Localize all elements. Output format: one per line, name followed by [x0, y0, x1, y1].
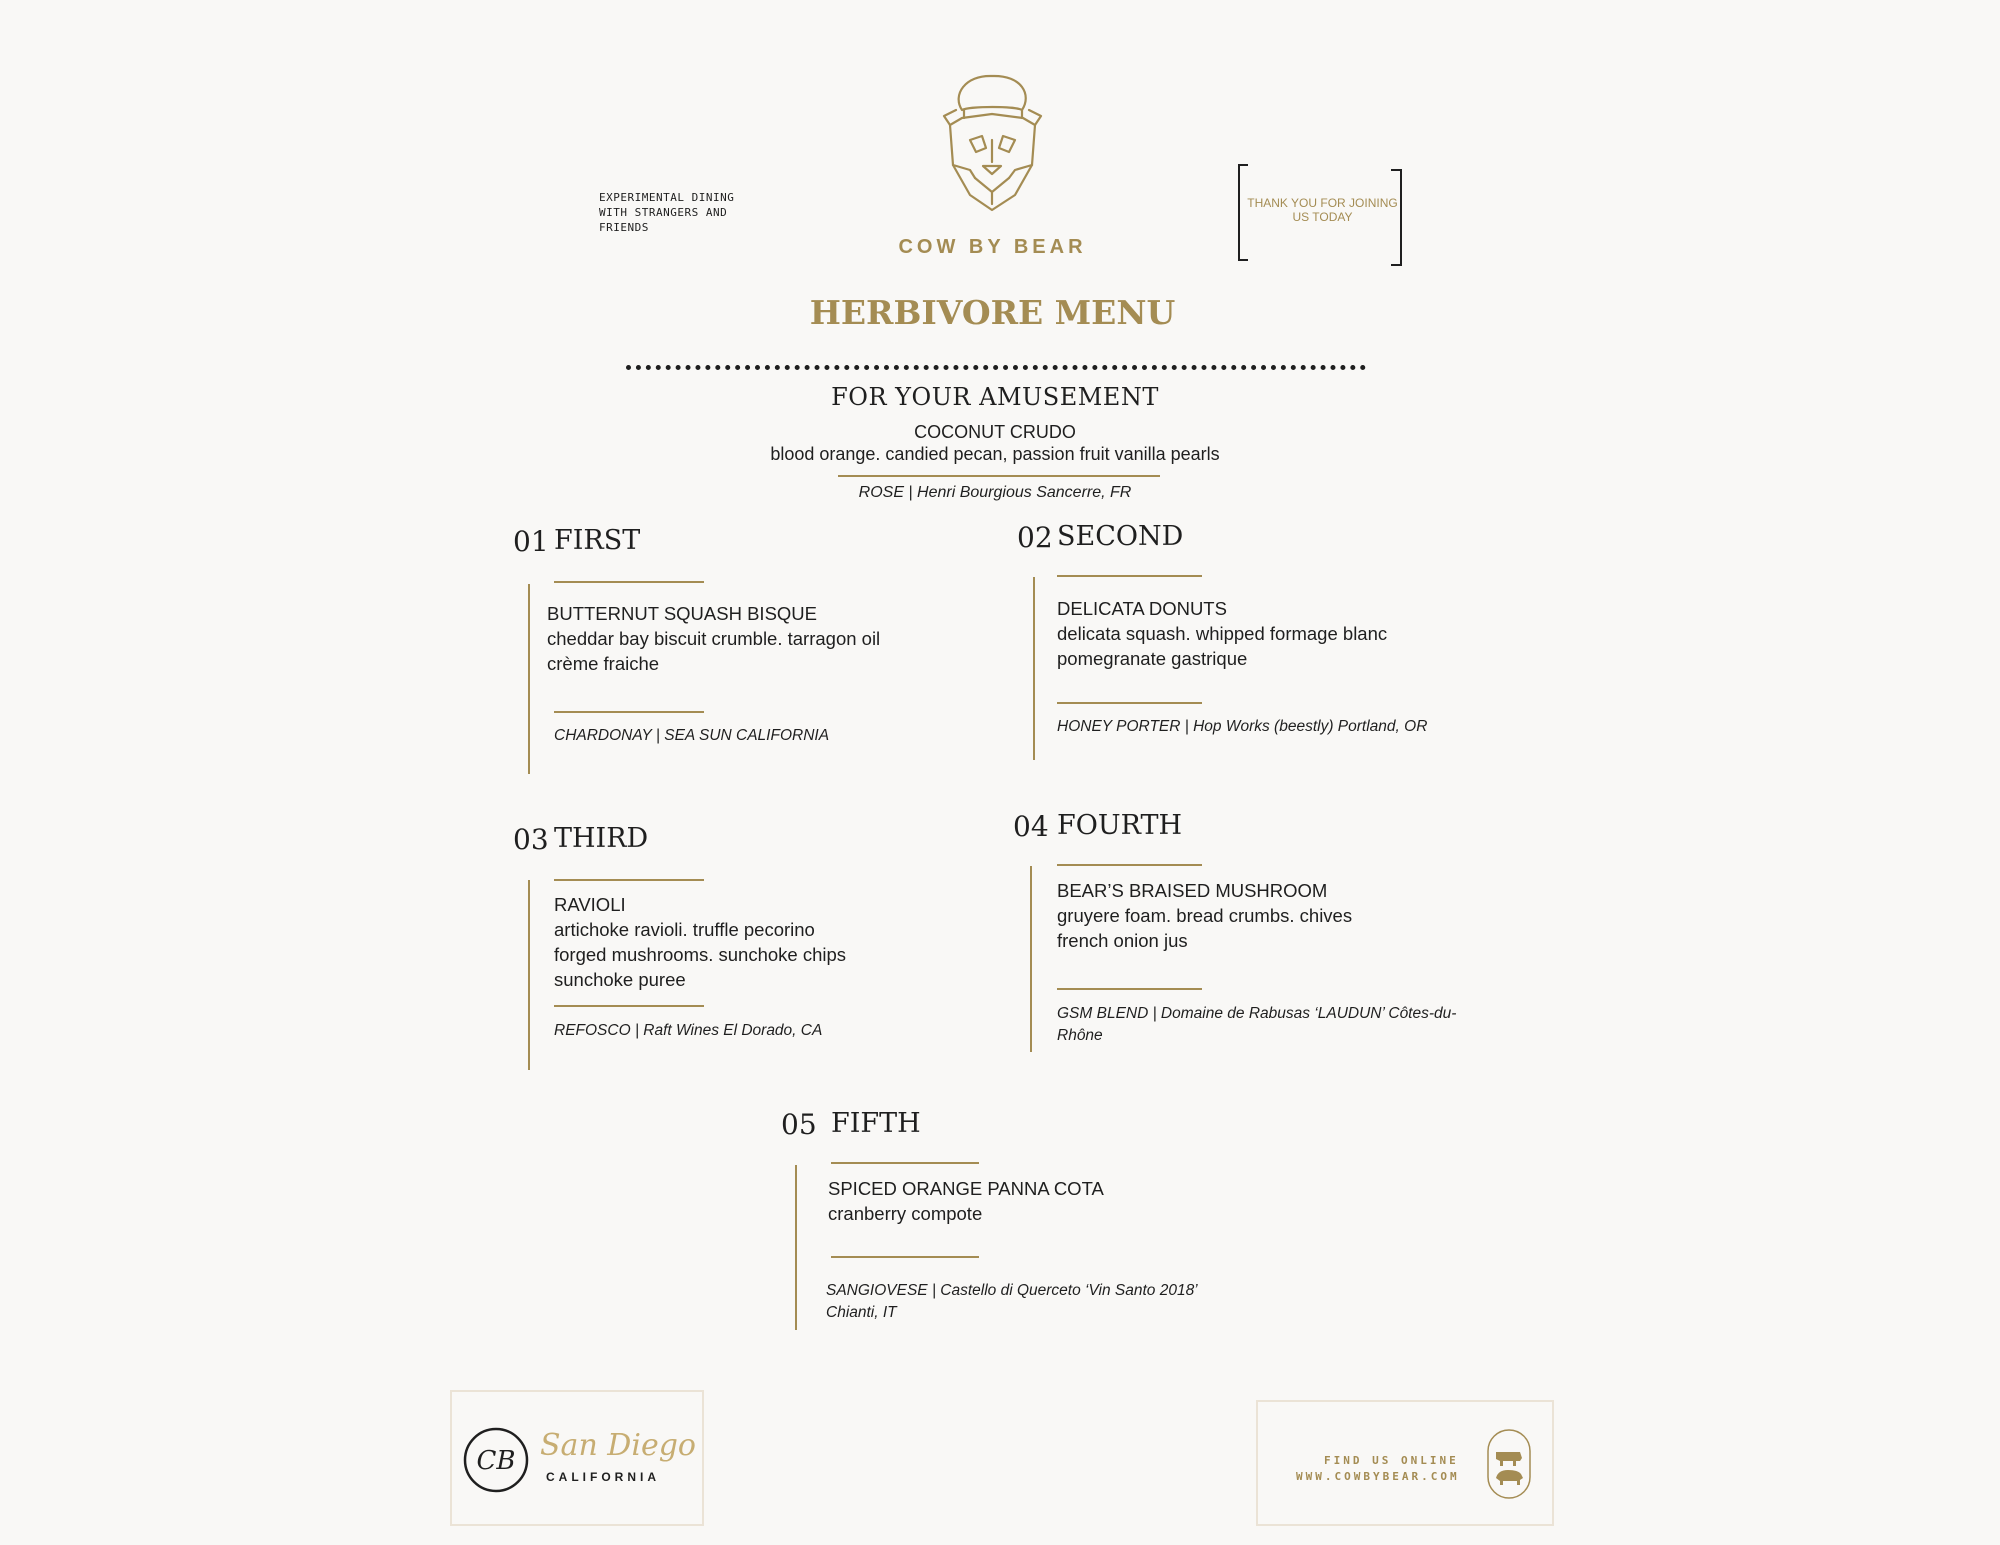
course-divider	[554, 879, 704, 881]
course-number: 02	[1017, 521, 1053, 554]
course-dish: BUTTERNUT SQUASH BISQUE	[547, 603, 818, 624]
cow-icon	[1496, 1452, 1522, 1466]
course-divider	[554, 581, 704, 583]
course-dish: SPICED ORANGE PANNA COTA	[828, 1178, 1104, 1199]
location-card	[450, 1390, 704, 1526]
amusement-heading: FOR YOUR AMUSEMENT	[831, 383, 1159, 411]
course-wine-pairing: CHARDONAY | SEA SUN CALIFORNIA	[554, 727, 830, 744]
course-description: cheddar bay biscuit crumble. tarragon oil crème fraiche	[547, 628, 881, 674]
brand-name: COW BY BEAR	[898, 236, 1087, 258]
course-divider	[1057, 702, 1202, 704]
course-number: 03	[513, 823, 549, 856]
course-number: 04	[1013, 810, 1049, 843]
course-divider	[831, 1162, 979, 1164]
amusement-divider	[838, 475, 1160, 477]
course-divider	[1057, 864, 1202, 866]
course-description: artichoke ravioli. truffle pecorino forged mushrooms. sunchoke chips sunchoke puree	[554, 919, 847, 990]
course-dish: DELICATA DONUTS	[1057, 598, 1227, 619]
course-description: cranberry compote	[828, 1203, 983, 1224]
course-side-rule	[795, 1165, 797, 1330]
course-wine-pairing: REFOSCO | Raft Wines El Dorado, CA	[554, 1022, 823, 1039]
state-name: CALIFORNIA	[546, 1470, 660, 1484]
course-divider	[831, 1256, 979, 1258]
bear-chef-logo-icon	[940, 70, 1045, 220]
thank-you-note: THANK YOU FOR JOINING US TODAY	[1247, 196, 1398, 224]
amusement-dish: COCONUT CRUDO	[914, 422, 1076, 442]
tagline: EXPERIMENTAL DINING WITH STRANGERS AND FRIENDS	[599, 191, 735, 234]
course-dish: RAVIOLI	[554, 894, 626, 915]
course-divider	[554, 711, 704, 713]
course-wine-pairing: SANGIOVESE | Castello di Querceto ‘Vin Santo 2018’ Chianti, IT	[826, 1282, 1197, 1321]
course-number: 05	[781, 1108, 817, 1141]
menu-title: HERBIVORE MENU	[809, 293, 1176, 332]
cow-bear-badge-icon	[1486, 1428, 1532, 1500]
bear-icon	[1496, 1470, 1523, 1485]
course-divider	[1057, 988, 1202, 990]
course-side-rule	[528, 584, 530, 774]
city-name: San Diego	[540, 1428, 696, 1463]
course-divider	[1057, 575, 1202, 577]
course-wine-pairing: HONEY PORTER | Hop Works (beestly) Portland, OR	[1057, 718, 1428, 735]
monogram-letters: CB	[476, 1446, 516, 1476]
website-url: WWW.COWBYBEAR.COM	[1296, 1470, 1460, 1483]
course-title: FIFTH	[831, 1108, 921, 1139]
dotted-divider	[626, 365, 1366, 370]
course-side-rule	[1033, 577, 1035, 760]
course-title: FOURTH	[1057, 810, 1183, 841]
course-title: SECOND	[1057, 521, 1184, 552]
course-title: FIRST	[554, 525, 641, 556]
course-side-rule	[528, 880, 530, 1070]
cb-monogram-icon	[462, 1426, 530, 1494]
course-title: THIRD	[554, 823, 649, 854]
course-number: 01	[513, 525, 549, 558]
course-description: delicata squash. whipped formage blanc pomegranate gastrique	[1057, 623, 1388, 669]
website-card	[1256, 1400, 1554, 1526]
course-dish: BEAR’S BRAISED MUSHROOM	[1057, 880, 1328, 901]
amusement-description: blood orange. candied pecan, passion fruit vanilla pearls	[770, 444, 1220, 464]
course-side-rule	[1030, 866, 1032, 1052]
amusement-wine-pairing: ROSE | Henri Bourgious Sancerre, FR	[858, 484, 1132, 501]
course-wine-pairing: GSM BLEND | Domaine de Rabusas ‘LAUDUN’ Côtes-du-Rhône	[1057, 1005, 1457, 1044]
course-description: gruyere foam. bread crumbs. chives french onion jus	[1057, 905, 1353, 951]
course-divider	[554, 1005, 704, 1007]
find-us-label: FIND US ONLINE	[1324, 1454, 1459, 1467]
